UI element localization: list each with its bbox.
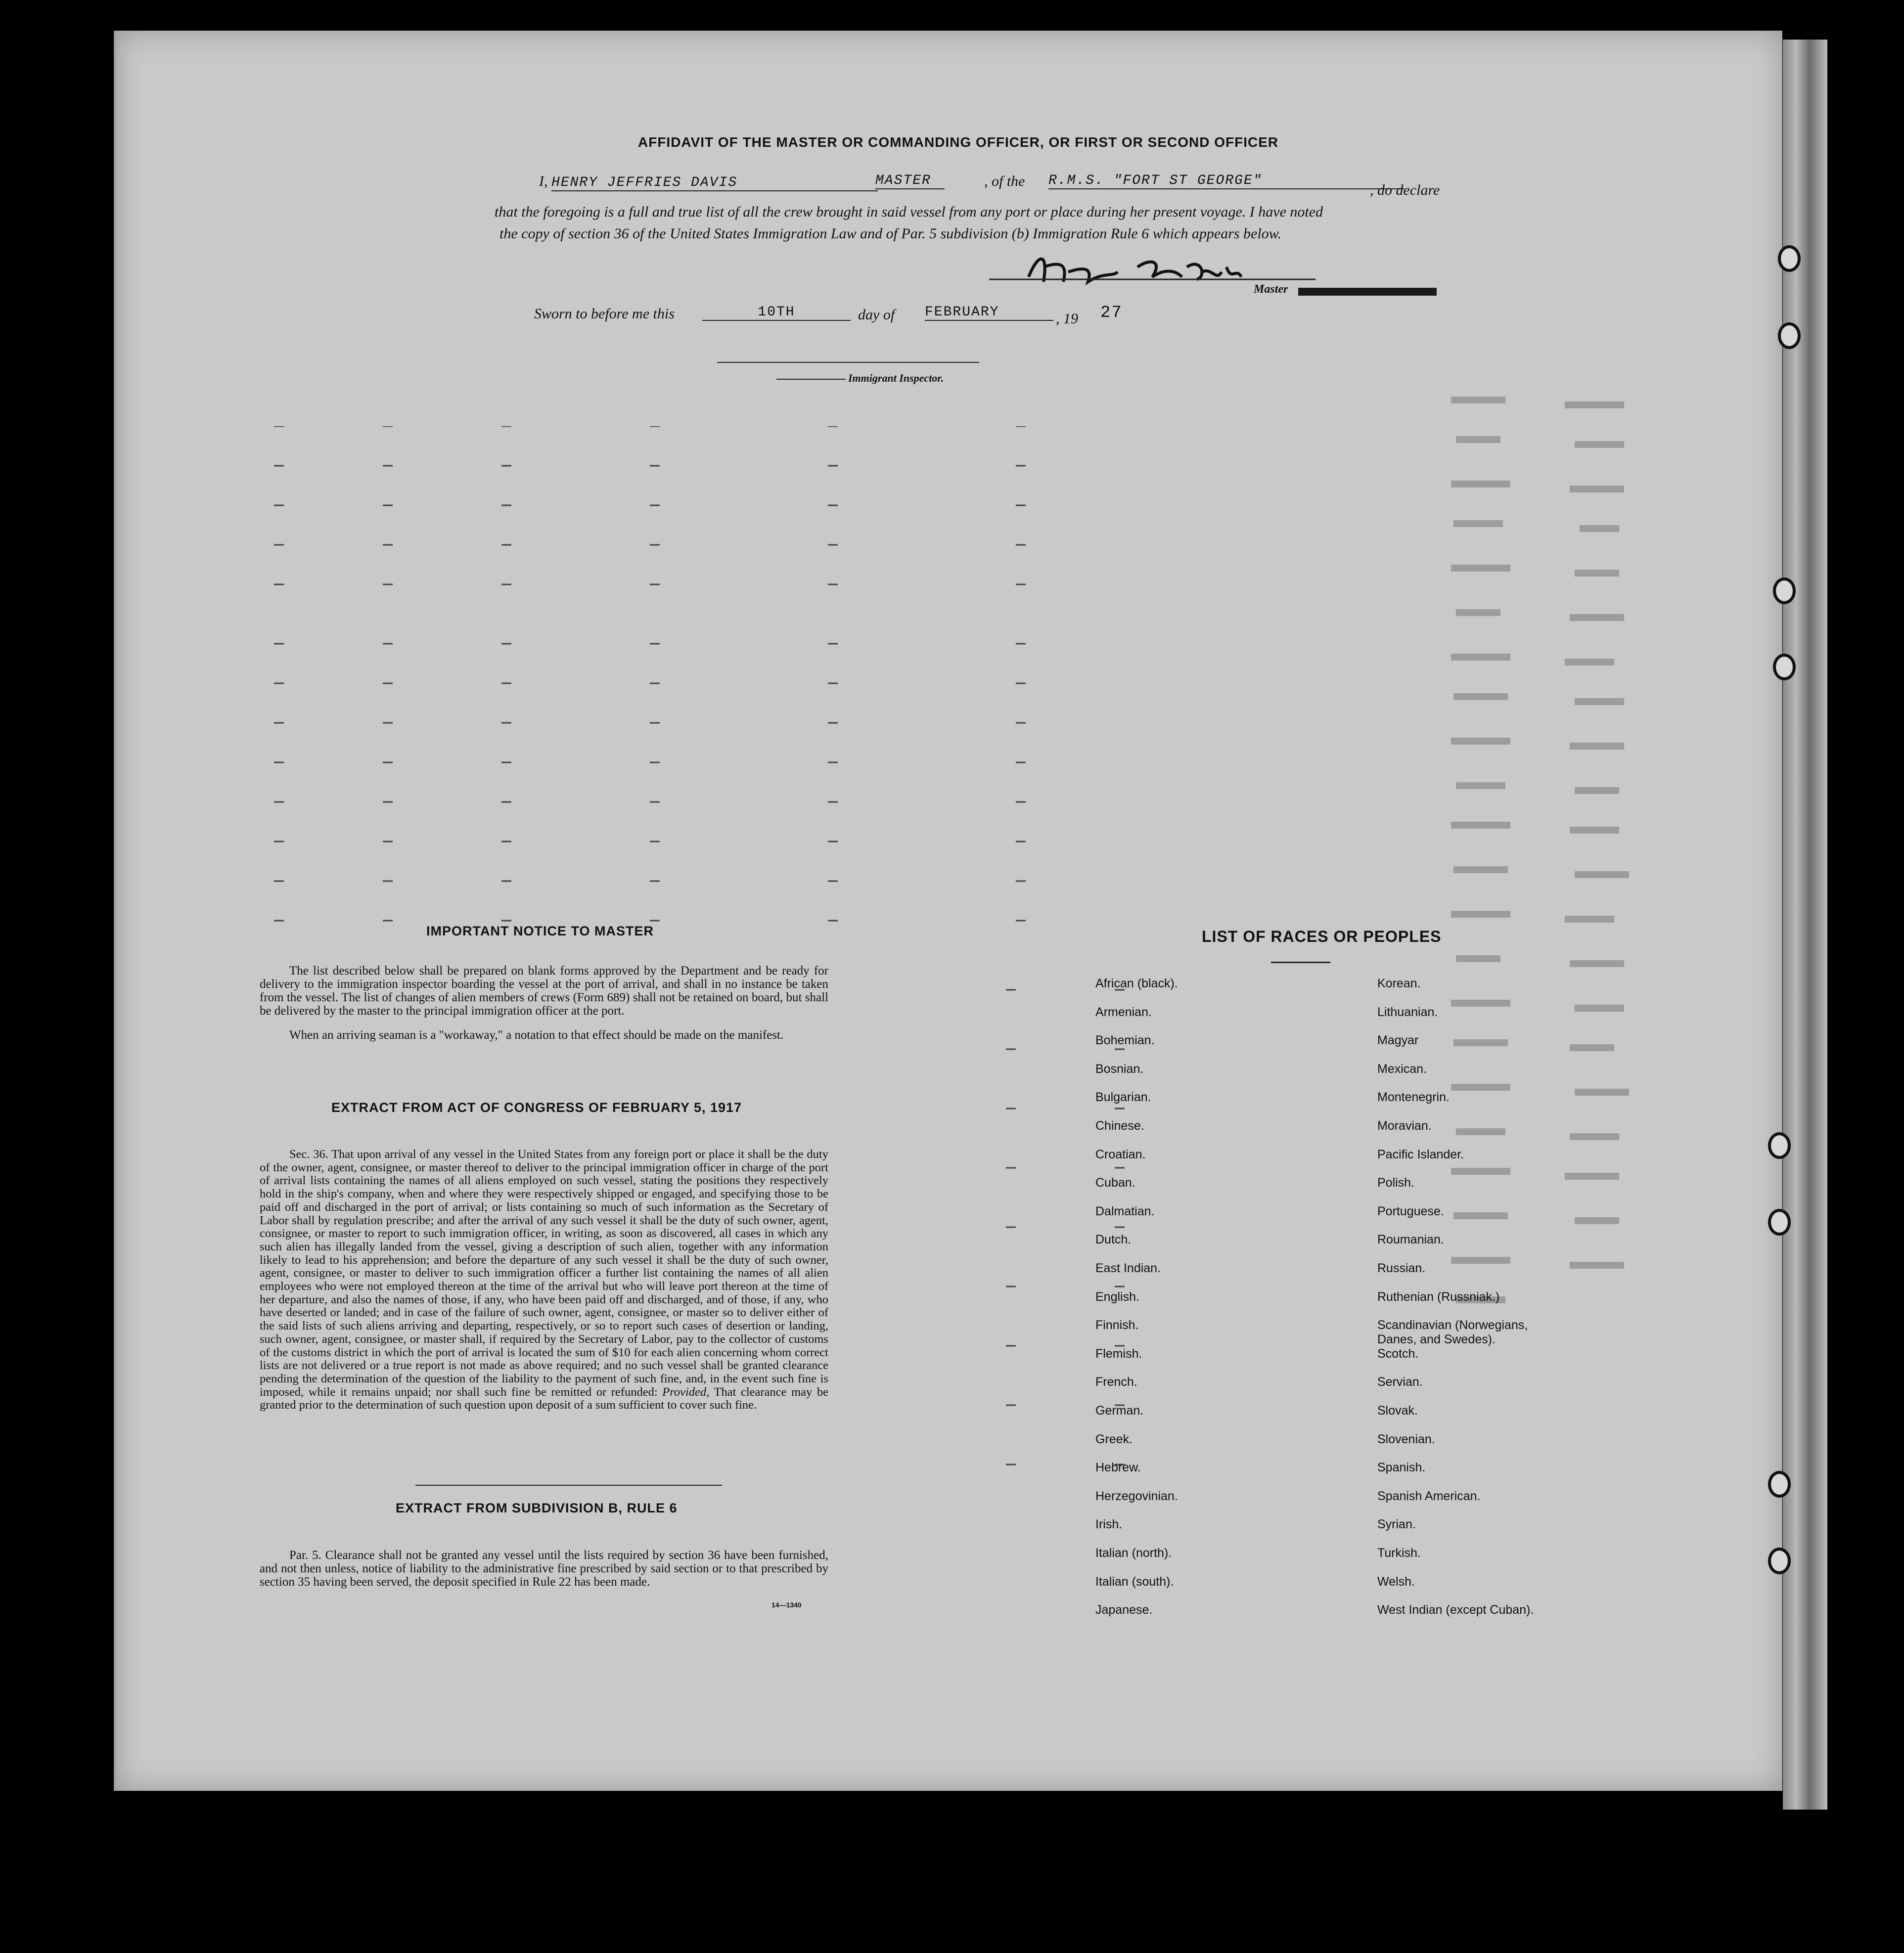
left-race-item: Chinese. [1095,1119,1144,1133]
right-race-item: Spanish American. [1377,1489,1481,1503]
inspector-dash [776,379,846,380]
notice-heading: IMPORTANT NOTICE TO MASTER [426,924,654,938]
extract-rule-heading: EXTRACT FROM SUBDIVISION B, RULE 6 [396,1501,678,1515]
section-label: Sec. 36. [289,1148,328,1161]
notice-paragraph-1: The list described below shall be prepared on blank forms approved by the Department and be ready for delivery to the immigration inspector boarding the vessel at the port of arrival, and shall in no instance be taken from the vessel. The list of changes of alien members of crews (Form 689) shall not be retained on board, but shall be delivered by the master to the principal immigration officer at the port. [260,964,828,1018]
left-race-item: Italian (north). [1095,1546,1172,1560]
right-race-item: Scotch. [1377,1346,1419,1361]
vessel-field: R.M.S. "FORT ST GEORGE" [1048,173,1405,189]
binder-hole-6 [1768,1209,1791,1236]
right-race-item: Servian. [1377,1375,1423,1389]
left-race-item: Dalmatian. [1095,1204,1155,1218]
sworn-month-field: FEBRUARY [925,305,1053,321]
binder-hole-2 [1778,322,1801,349]
provided-label: Provided, [662,1385,710,1399]
right-race-item: Spanish. [1377,1461,1426,1475]
inspector-caption: Immigrant Inspector. [848,372,944,384]
left-race-item: Irish. [1095,1517,1123,1532]
inspector-signature-line [717,362,979,363]
left-race-item: Hebrew. [1095,1461,1141,1475]
right-race-item: Welsh. [1377,1574,1415,1589]
right-race-item: Montenegrin. [1377,1090,1450,1105]
left-race-item: Japanese. [1095,1603,1153,1617]
extract-rule-paragraph: Par. 5. Clearance shall not be granted any vessel until the lists required by section 36 have been furnished, and not then unless, notice of liability to the administrative fine prescribed by said section or to that prescribed by section 35 having been served, the deposit specified in Rule 22 has been made. [260,1549,828,1589]
left-race-item: Bulgarian. [1095,1090,1151,1105]
day-of-label: day of [858,307,895,323]
races-heading-rule [1271,962,1330,963]
binder-hole-8 [1768,1548,1791,1574]
right-race-item: Ruthenian (Russniak.) [1377,1289,1500,1304]
left-race-item: Armenian. [1095,1005,1152,1019]
right-race-item: Turkish. [1377,1546,1421,1560]
left-race-item: Bohemian. [1095,1033,1155,1048]
page-edge-strip [1783,40,1827,1810]
left-race-item: Cuban. [1095,1176,1135,1190]
rank-field: MASTER [875,173,945,189]
affidavit-title: AFFIDAVIT OF THE MASTER OR COMMANDING OFFICER, OR FIRST OR SECOND OFFICER [638,134,1279,150]
binder-hole-1 [1778,245,1801,272]
left-race-item: English. [1095,1289,1139,1304]
right-race-item: Polish. [1377,1176,1415,1190]
right-race-item: Magyar [1377,1033,1419,1048]
right-race-item: Slovenian. [1377,1432,1435,1446]
binder-hole-5 [1768,1132,1791,1159]
right-race-item: Russian. [1377,1261,1426,1275]
right-race-item: Pacific Islander. [1377,1147,1464,1161]
master-name-field: HENRY JEFFRIES DAVIS [551,175,878,191]
section-divider-1 [415,1485,722,1486]
right-race-item: Scandinavian (Norwegians, Danes, and Swedes). [1377,1318,1528,1347]
left-race-item: Italian (south). [1095,1574,1174,1589]
extract-act-heading: EXTRACT FROM ACT OF CONGRESS OF FEBRUARY 5, 1917 [331,1100,742,1115]
section-text-end: That clearance may be granted prior to the determination of such question upon deposit of a sum sufficient to cover such fine. [260,1385,829,1412]
affidavit-line-3: the copy of section 36 of the United States Immigration Law and of Par. 5 subdivision (b) Immigration Rule 6 which appears below. [499,225,1281,242]
extract-act-paragraph [260,1148,828,1412]
right-race-item: Portuguese. [1377,1204,1444,1218]
right-race-item: Syrian. [1377,1517,1416,1532]
do-declare-label: , do declare [1370,182,1440,198]
binder-hole-4 [1773,654,1796,680]
sworn-day-field: 10TH [702,305,851,321]
right-race-item: Roumanian. [1377,1233,1444,1247]
left-race-item: Greek. [1095,1432,1133,1446]
left-race-item: Finnish. [1095,1318,1139,1332]
section-text: That upon arrival of any vessel in the United States from any foreign port or place it shall be the duty of the owner, agent, consignee, or master thereof to deliver to the principal immigration officer in charge of the port of arrival lists containing the names of all aliens employed on such vessel, stating the positions they respectively hold in the ship's company, when and where they were respectively shipped or engaged, and specifying those to be paid off and discharged in the port of arrival; or lists containing so much of such information as the Secretary of Labor shall by regulation prescribe; and after the arrival of any such vessel it shall be the duty of such owner, agent, consignee, or master to report to such immigration officer, in writing, as soon as discovered, all cases in which any such alien has illegally landed from the vessel, giving a description of such alien, together with any information likely to lead to his apprehension; and before the departure of any such vessel it shall be the duty of such owner, agent, consignee, or master to deliver to such immigration officer a further list containing the names of all alien employees who were not employed thereon at the time of the arrival but who will leave port thereon at the time of her departure, and also the names of those, if any, who have been paid off and discharged, and of those, if any, who have deserted or landed; and in case of the failure of such owner, agent, consignee, or master so to deliver either of the said lists of such aliens arriving and departing, respectively, or so to report such cases of desertion or landing, such owner, agent, consignee, or master shall, if required by the Secretary of Labor, pay to the collector of customs of the customs district in which the port of arrival is located the sum of $10 for each alien concerning whom correct lists are not delivered or a true report is not made as above required; and no such vessel shall be granted clearance pending the determination of the question of the liability to the payment of such fine, and, in the event such fine is imposed, while it remains unpaid; nor shall such fine be remitted or refunded: [260,1148,828,1399]
left-race-item: Herzegovinian. [1095,1489,1178,1503]
left-race-item: French. [1095,1375,1137,1389]
right-race-item: Korean. [1377,976,1421,990]
left-race-item: German. [1095,1404,1144,1418]
left-race-item: East Indian. [1095,1261,1161,1275]
binder-hole-7 [1768,1471,1791,1498]
right-race-item: Moravian. [1377,1119,1432,1133]
affidavit-i-prefix: I, [539,173,548,189]
left-race-item: Bosnian. [1095,1062,1144,1076]
races-heading: LIST OF RACES OR PEOPLES [1202,928,1442,945]
right-race-item: Mexican. [1377,1062,1427,1076]
right-race-item: West Indian (except Cuban). [1377,1603,1534,1617]
struck-through-text [1298,288,1437,296]
sworn-year-field: 27 [1100,304,1123,322]
signature-caption: Master [1254,283,1288,296]
left-race-item: Dutch. [1095,1233,1132,1247]
affidavit-line-1 [539,173,1439,191]
left-race-item: Croatian. [1095,1147,1146,1161]
notice-paragraph-2: When an arriving seaman is a "workaway," a notation to that effect should be made on the manifest. [289,1028,784,1042]
right-race-item: Lithuanian. [1377,1005,1438,1019]
form-number: 14—1340 [771,1601,802,1609]
of-the-label: , of the [984,173,1025,189]
binder-hole-3 [1773,577,1796,604]
document-page [114,31,1782,1791]
left-race-item: Flemish. [1095,1346,1142,1361]
affidavit-line-2: that the foregoing is a full and true list of all the crew brought in said vessel from any port or place during her present voyage. I have noted [495,204,1323,220]
left-race-item: African (black). [1095,976,1178,990]
sworn-prefix: Sworn to before me this [534,306,675,322]
right-race-item: Slovak. [1377,1404,1418,1418]
year-prefix: , 19 [1056,311,1078,327]
